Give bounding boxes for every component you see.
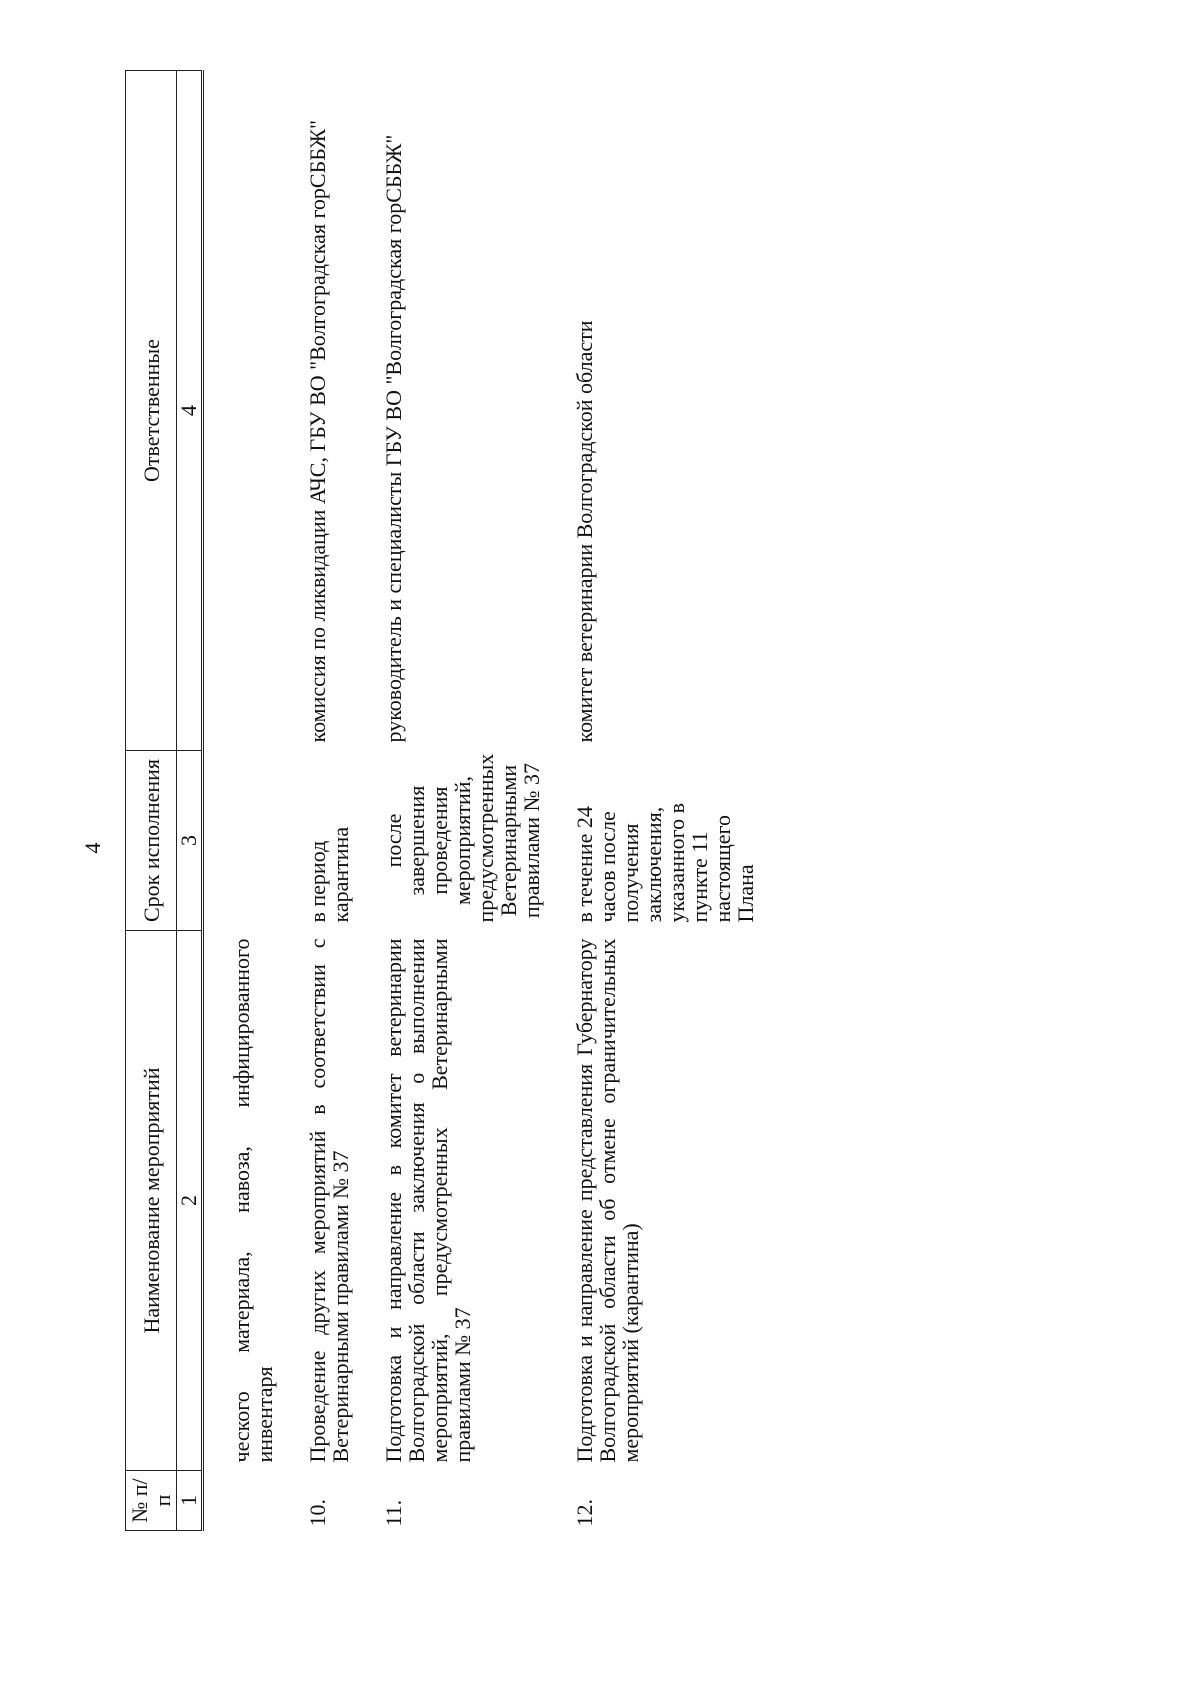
table-row <box>352 71 543 1531</box>
column-number-4: 4 <box>177 71 203 751</box>
cell-responsible <box>203 71 277 751</box>
column-number-3: 3 <box>177 751 203 931</box>
cell-name: ческого материала, навоза, инфицированного инвентаря <box>229 938 277 1463</box>
cell-deadline <box>203 751 277 931</box>
cell-name: Подготовка и направление представления Губернатору Волгоградской области об отмене ограничительных мероприятий (карантина) <box>572 938 643 1463</box>
column-number-1: 1 <box>177 1471 203 1531</box>
cell-name: Проведение других мероприятий в соответствии с Ветеринарными правилами № 37 <box>305 938 353 1463</box>
cell-deadline: после завершения проведения мероприятий, предусмотренных Ветеринарными правилами № 37 <box>381 753 544 923</box>
page-number: 4 <box>80 842 105 854</box>
table-row-continuation <box>203 71 277 1531</box>
cell-responsible: комиссия по ликвидации АЧС, ГБУ ВО "Волгоградская горСББЖ" <box>305 119 330 743</box>
table-column-numbers-row <box>177 71 203 1531</box>
cell-deadline: в период карантина <box>305 826 353 923</box>
cell-responsible: комитет ветеринарии Волгоградской области <box>572 320 597 743</box>
cell-num <box>203 1471 277 1531</box>
cell-responsible: руководитель и специалисты ГБУ ВО "Волгоградская горСББЖ" <box>381 134 406 743</box>
header-responsible: Ответственные <box>126 71 177 751</box>
measures-table <box>125 70 757 1531</box>
cell-num: 10. <box>305 1499 330 1527</box>
cell-num: 11. <box>381 1499 406 1527</box>
header-deadline: Срок исполнения <box>126 751 177 931</box>
table-row <box>543 71 757 1531</box>
table-row <box>276 71 352 1531</box>
cell-deadline: в течение 24 часов после получения заключения, указанного в пункте 11 настоящего Плана <box>572 803 758 923</box>
cell-name: Подготовка и направление в комитет ветеринарии Волгоградской области заключения о выполнении мероприятий, предусмотренных Ветеринарными правилами № 37 <box>381 938 475 1463</box>
header-name: Наименование мероприятий <box>126 931 177 1471</box>
header-num: № п/п <box>126 1471 177 1531</box>
column-number-2: 2 <box>177 931 203 1471</box>
table-header-row <box>126 71 177 1531</box>
cell-num: 12. <box>572 1499 597 1527</box>
